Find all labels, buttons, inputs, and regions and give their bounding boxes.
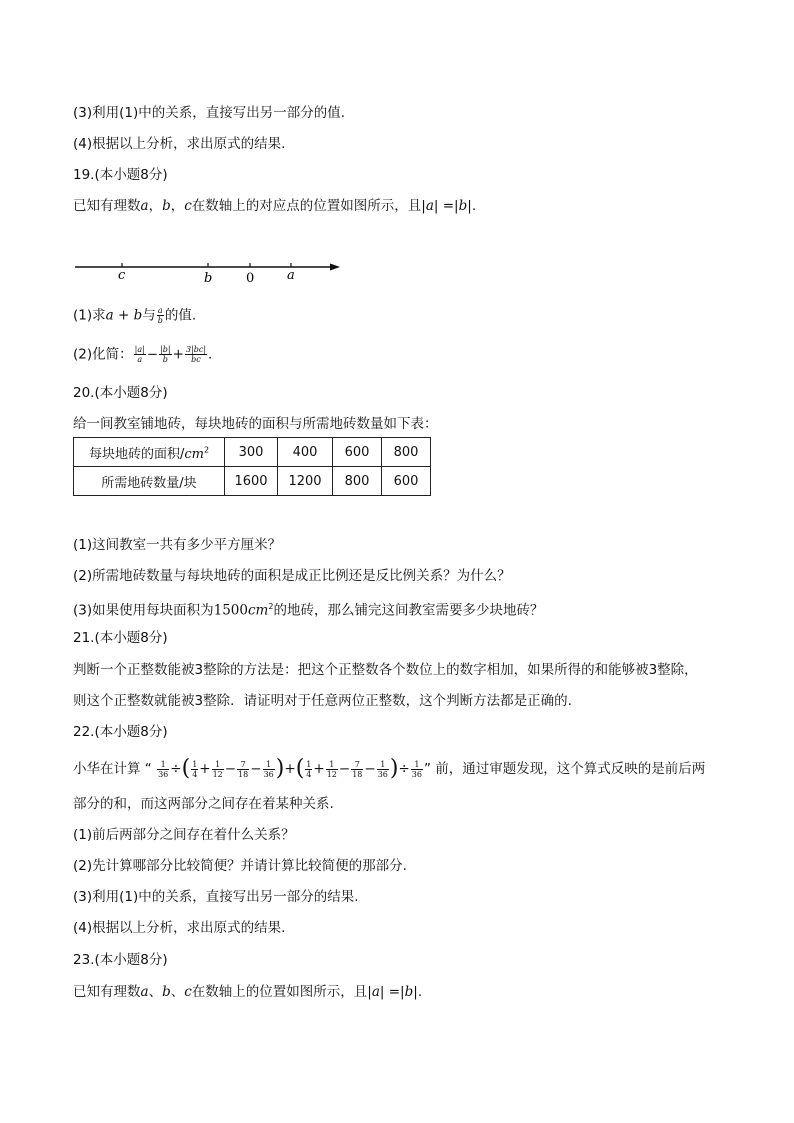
q19-part1-text: 的值. [164, 307, 197, 324]
var-c: c [184, 984, 192, 1000]
q21-line1: 判断一个正整数能被3整除的方法是：把这个正整数各个数位上的数字相加，如果所得的和能够被3整除， [73, 662, 698, 678]
fraction-1-36: $\frac{1}{36}$ [377, 759, 388, 779]
var-b: b [162, 984, 171, 1000]
q20-part3 [73, 598, 543, 620]
right-paren: ) [389, 756, 399, 781]
var-b: b [162, 198, 171, 214]
fraction-1-12: $\frac{1}{12}$ [212, 759, 223, 779]
var-b: b [404, 984, 414, 1000]
axis-label-b: b [204, 271, 213, 286]
q23-header: 23.(本小题8分) [73, 952, 168, 968]
table-header-area: 每块地砖的面积$/cm^2$ [74, 438, 225, 467]
table-cell: 600 [333, 438, 382, 467]
fraction-7-18: $\frac{7}{18}$ [238, 759, 249, 779]
axis-label-a: a [287, 268, 295, 283]
fraction-1-36: $\frac{1}{36}$ [158, 759, 169, 779]
plus-sign: + [284, 761, 296, 777]
var-a: a [140, 984, 149, 1000]
minus-sign: − [250, 761, 262, 777]
q21-line2: 则这个正整数就能被3整除．请证明对于任意两位正整数，这个判断方法都是正确的. [73, 693, 572, 709]
q23-stem [73, 983, 422, 1001]
q22-part2: (2)先计算哪部分比较简便？并请计算比较简便的那部分. [73, 858, 407, 874]
q19-stem-text: | =| [433, 198, 459, 214]
plus-sign: + [313, 761, 325, 777]
table-cell: 300 [225, 438, 278, 467]
q22-part4: (4)根据以上分析，求出原式的结果. [73, 920, 286, 936]
fraction-1-4: $\frac{1}{4}$ [306, 759, 312, 779]
fraction-3abs-bc-over-bc: $\frac{3|bc|}{bc}$ [185, 345, 207, 364]
q21-header: 21.(本小题8分) [73, 630, 168, 646]
q19-stem [73, 197, 476, 215]
q19-stem-text: |. [467, 198, 477, 214]
q19-part2-text: (2)化简： [73, 346, 133, 363]
tile-table [73, 437, 431, 496]
q23-stem-text: | =| [379, 984, 405, 1000]
q19-part2 [73, 345, 212, 364]
table-cell: 800 [382, 438, 431, 467]
q20-part2: (2)所需地砖数量与每块地砖的面积是成正比例还是反比例关系？为什么？ [73, 568, 511, 584]
var-a: a [425, 198, 434, 214]
q23-stem-text: |. [413, 984, 423, 1000]
q20-part1: (1)这间教室一共有多少平方厘米？ [73, 537, 282, 553]
area-value: 1500 [213, 602, 248, 619]
q22-line2: 部分的和，而这两部分之间存在着某种关系. [73, 796, 334, 812]
fraction-1-36: $\frac{1}{36}$ [263, 759, 274, 779]
q22-stem-text: 小华在计算 “ [73, 761, 152, 777]
sep: ， [170, 198, 185, 214]
fraction-abs-b-over-b: $\frac{|b|}{b}$ [160, 345, 171, 364]
axis-label-c: c [118, 268, 126, 283]
q18-part3: (3)利用(1)中的关系，直接写出另一部分的值. [73, 105, 346, 121]
q22-part1: (1)前后两部分之间存在着什么关系？ [73, 827, 295, 843]
table-cell: 400 [278, 438, 333, 467]
div-sign: ÷ [398, 761, 410, 777]
q19-header: 19.(本小题8分) [73, 167, 168, 183]
var-b: b [458, 198, 468, 214]
minus-sign: − [146, 346, 159, 363]
minus-sign: − [338, 761, 351, 777]
minus-sign: − [364, 761, 376, 777]
var-c: c [184, 198, 192, 214]
var-a: a [371, 984, 380, 1000]
unit-exponent: 2 [268, 602, 274, 611]
plus-sign: + [172, 346, 184, 363]
number-line-arrow [330, 264, 340, 271]
table-row [74, 467, 431, 496]
q20-part3-text: 的地砖，那么铺完这间教室需要多少块地砖？ [273, 602, 544, 619]
table-cell: 800 [333, 467, 382, 496]
q19-stem-text: 已知有理数 [73, 198, 141, 214]
fraction-1-12: $\frac{1}{12}$ [326, 759, 337, 779]
table-cell: 1200 [278, 467, 333, 496]
sep: 、 [170, 984, 185, 1000]
left-paren: ( [181, 756, 191, 781]
sep: 、 [148, 984, 163, 1000]
q19-part1-text: (1)求 [73, 307, 106, 324]
unit: cm [247, 602, 269, 619]
expr-a-plus-b: a + b [105, 307, 143, 324]
fraction-abs-a-over-a: $\frac{|a|}{a}$ [134, 345, 145, 364]
q22-part3: (3)利用(1)中的关系，直接写出另一部分的结果. [73, 889, 359, 905]
right-paren: ) [275, 756, 285, 781]
table-cell: 600 [382, 467, 431, 496]
div-sign: ÷ [170, 761, 182, 777]
q19-stem-text: 在数轴上的对应点的位置如图所示，且| [191, 198, 426, 214]
fraction-a-over-b: $\frac{a}{b}$ [157, 306, 163, 325]
minus-sign: − [224, 761, 237, 777]
var-a: a [140, 198, 149, 214]
q19-part1-text: 与 [142, 307, 156, 324]
q22-stem-text: ” 前，通过审题发现，这个算式反映的是前后两 [423, 761, 706, 777]
table-cell: 1600 [225, 467, 278, 496]
fraction-7-18: $\frac{7}{18}$ [352, 759, 363, 779]
q19-part2-text: . [208, 346, 213, 363]
q20-part3-text: (3)如果使用每块面积为 [73, 602, 214, 619]
sep: ， [148, 198, 163, 214]
table-row [74, 438, 431, 467]
fraction-1-36: $\frac{1}{36}$ [411, 759, 422, 779]
q20-header: 20.(本小题8分) [73, 385, 168, 401]
q22-stem [73, 756, 705, 782]
q23-stem-text: 已知有理数 [73, 984, 141, 1000]
plus-sign: + [199, 761, 211, 777]
fraction-1-4: $\frac{1}{4}$ [192, 759, 198, 779]
left-paren: ( [295, 756, 305, 781]
table-header-count: 所需地砖数量/块 [74, 467, 225, 496]
q19-part1 [73, 306, 196, 325]
number-line-figure [70, 255, 350, 289]
q22-header: 22.(本小题8分) [73, 724, 168, 740]
axis-label-zero: 0 [246, 271, 255, 286]
q23-stem-text: 在数轴上的位置如图所示，且| [191, 984, 372, 1000]
q18-part4: (4)根据以上分析，求出原式的结果. [73, 136, 286, 152]
q20-stem: 给一间教室铺地砖，每块地砖的面积与所需地砖数量如下表： [73, 416, 438, 432]
